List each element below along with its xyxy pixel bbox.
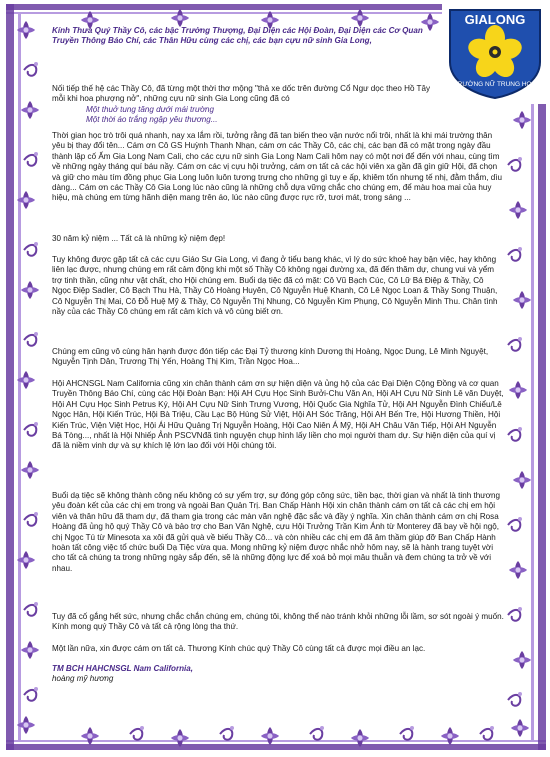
signature-name: hoàng mỹ hương <box>52 674 114 684</box>
letter-body-block-6 <box>52 612 504 633</box>
letter-body-block-7 <box>52 644 504 654</box>
letter-header-block <box>52 26 444 51</box>
logo-bottom-text: TRƯỜNG NỮ TRUNG HỌC <box>453 81 537 88</box>
letter-paragraph-1: Nối tiếp thế hệ các Thầy Cô, đã từng một thời thơ mộng "thả xe dốc trên đường Cổ Ngư dọc theo Hồ Tây mỗi khi hoa phượng nở", những cựu nữ sinh Gia Long cũng đã có <box>52 84 431 104</box>
letter-paragraph-3: Tuy không được gặp tất cả các cựu Giáo Sư Gia Long, vì đang ở tiểu bang khác, vì lý do sức khoẻ hay bận việc, hay không liên lạc được, nhưng chúng em rất cảm động khi một số Thầy Cô không ngại đường xa, đã đến thăm dự, chung vui và yểm trợ tinh thần, cũng như vật chất, cho Hội chúng em. Buổi dạ tiệc đã có mặt: Cô Vũ Bạch Cúc, Cô Lữ Bá Điệp & Thầy, Cô Ngọc Điệp Sadler, Cô Bạch Thu Hà, Thầy Cô Hoàng Huyên, Cô Nguyễn Huệ Khanh, Cô Lê Ngọc Loan & Thầy Song Thuận, Cô Nguyễn Thị Mai, Cô Đỗ Huệ Mỹ & Thầy, Cô Nguyễn Thị Nhung, Cô Nguyễn Kim Phụng, Cô Nguyễn Minh Thu. Chân tình nầy của các Thầy Cô chúng em rất cảm kích và vô cùng biết ơn. <box>52 255 498 317</box>
letter-salutation: Kính Thưa Quý Thầy Cô, các bậc Trưởng Thượng, Đại Diện các Hội Đoàn, Đại Diện các Cơ Quan Truyền Thông Báo Chí, các Thân Hữu cùng các chị, các bạn cựu nữ sinh Gia Long, <box>52 26 423 46</box>
letter-paragraph-4: Chúng em cũng vô cùng hân hạnh được đón tiếp các Đại Tỷ thương kính Dương thị Hoàng, Ngọc Dung, Lê Minh Nguyệt, Nguyễn Tịnh Dân, Trương Thị Yến, Hoàng Thị Kim, Trần Ngọc Hoa... <box>52 347 489 367</box>
letter-paragraph-2: Thời gian học trò trôi quá nhanh, nay xa lắm rồi, tưởng rằng đã tan biến theo vận nước nổi trôi, nhất là khi mái trường thân yêu bị thay đổi tên... Cám ơn Cô GS Huỳnh Thanh Nhạn, cám ơn các Thầy Cô, các chị, các bạn đã có mặt trong ngày đầu thành lập cố Ấm Gia Long Nam Cali, cho các cựu nữ sinh Gia Long Nam Cali hôm nay có một nơi để đến với nhau, cùng tìm về những ngày tháng quí báu nầy. Cám ơn các vị cựu hội trưởng, cám ơn tất cả các hội viên xa gần đã gìn giữ Hội, đã chọn và giữ cho màu tím đồng phục Gia Long luôn luôn tương trưng cho những gì tuy e ấp, khiêm tốn nhưng tế nhị, đằm thắm, dìu dàng... Cám ơn các Thầy Cô Gia Long lúc nào cũng là những chỗ dựa vững chắc cho chúng em, để màu hoa mai của huy hiệu, mà chúng em từng hãnh diện mang trên áo, lúc nào cũng được rực rỡ, tươi mát, trong sáng ... <box>52 131 502 203</box>
letter-intro-block <box>52 84 444 126</box>
letter-paragraph-5: Hội AHCNSGL Nam California cũng xin chân thành cám ơn sự hiện diện và ủng hộ của các Đại Diện Cộng Đồng và cơ quan Truyền Thông Báo Chí, cùng các Hội Đoàn Bạn: Hội AH Cựu Học Sinh Bưởi-Chu Văn An, Hội AH Cựu Nữ Sinh Lê văn Duyệt, Hội AH Cựu Học Sinh Petrus Ký, Hội AH Cựu Nữ Sinh Trưng Vương, Hội Quốc Gia Nghĩa Tử, Hội AH Nguyễn Đình Chiểu/Lê Ngọc Hân, Hội Kiến Trúc, Hội Bà Triệu, Cầu Lạc Bộ Hùng Sử Việt, Hội AH Sóc Trăng, Hội AH Bến Tre, Hội Hương Thiền, Hội Kiến Trúc, Viện Việt Học, Hội Ái Hữu Quảng Trị Nguyễn Hoàng, Hội Cao Niên Á Mỹ, Hội AH Châu Văn Tiếp, Hội AH Nguyễn Bá Tòng..., nhất là Hội Nhiếp Ảnh PSCVNđã tình nguyện chụp hình lấy liền cho mọi người tham dự. Sự hiện diện của quí vị đã là niềm vinh dự và sự khích lệ lớn lao đối với Hội chúng tôi. <box>52 379 504 451</box>
letter-paragraph-8: Một lần nữa, xin được cám ơn tất cả. Thương Kính chúc quý Thầy Cô cùng tất cả được mọi điều an lạc. <box>52 644 426 653</box>
theme-line: 30 năm kỷ niệm ... Tất cả là những kỷ niệm đẹp! <box>52 234 226 243</box>
letter-body-block-2 <box>52 255 504 317</box>
gialong-school-logo <box>446 6 544 100</box>
signature-block <box>52 664 504 685</box>
letter-body-block-1 <box>52 131 504 204</box>
letter-paragraph-6: Buổi dạ tiệc sẽ không thành công nếu không có sự yểm trợ, sự đóng góp công sức, tiền bạc, thời gian và nhất là tinh thương yêu đoàn kết của các chị em trong và ngoài Ban Quản Trị. Ban Chấp Hành Hội xin chân thành cám ơn tất cả các chị em hội viên và thân hữu đã tham dự, đã tham gia trong các màn văn nghệ đặc sắc và đầy ý nghĩa. Xin chân thành cám ơn chị Rosa Hoàng đã ủng hộ quý Thầy Cô và bảo trợ cho Ban Văn Nghệ, cựu Hội Trưởng Trần Kim Ánh từ Monterey đã bay về hội ngộ, chị Ngọc Tú từ Minesota xa xôi đã gửi quà về biếu Thầy Cô... và còn nhiều các chị em đã âm thầm giúp đỡ Ban Chấp Hành hoàn tất công việc tổ chức buổi Dạ Tiệc vừa qua. Mong những kỷ niệm được nhắc nhở hôm nay, sẽ là hành trang tuyệt vời cho tất cả chúng ta trong những ngày sắp đến, sẽ là những động lực để xoá bỏ mọi mâu thuẫn và đem chúng ta trở về với nhau. <box>52 491 500 573</box>
logo-top-text: GIALONG <box>464 12 526 27</box>
letter-paragraph-7: Tuy đã cố gắng hết sức, nhưng chắc chắn chúng em, chúng tôi, không thể nào tránh khỏi những lỗi lầm, sơ sót ngoài ý muốn. Kính mong quý Thầy Cô và tất cả rộng lòng tha thứ. <box>52 612 504 632</box>
poem-line-1: Một thuở tung tăng dưới mái trường <box>86 104 214 114</box>
letter-body-block-5 <box>52 491 504 574</box>
letter-body-block-4 <box>52 379 504 452</box>
poem-line-2: Một thời áo trắng ngập yêu thương... <box>86 115 218 125</box>
anniversary-theme <box>52 234 504 244</box>
signature-organization: TM BCH HAHCNSGL Nam California, <box>52 664 194 673</box>
letter-body-block-3 <box>52 347 504 368</box>
